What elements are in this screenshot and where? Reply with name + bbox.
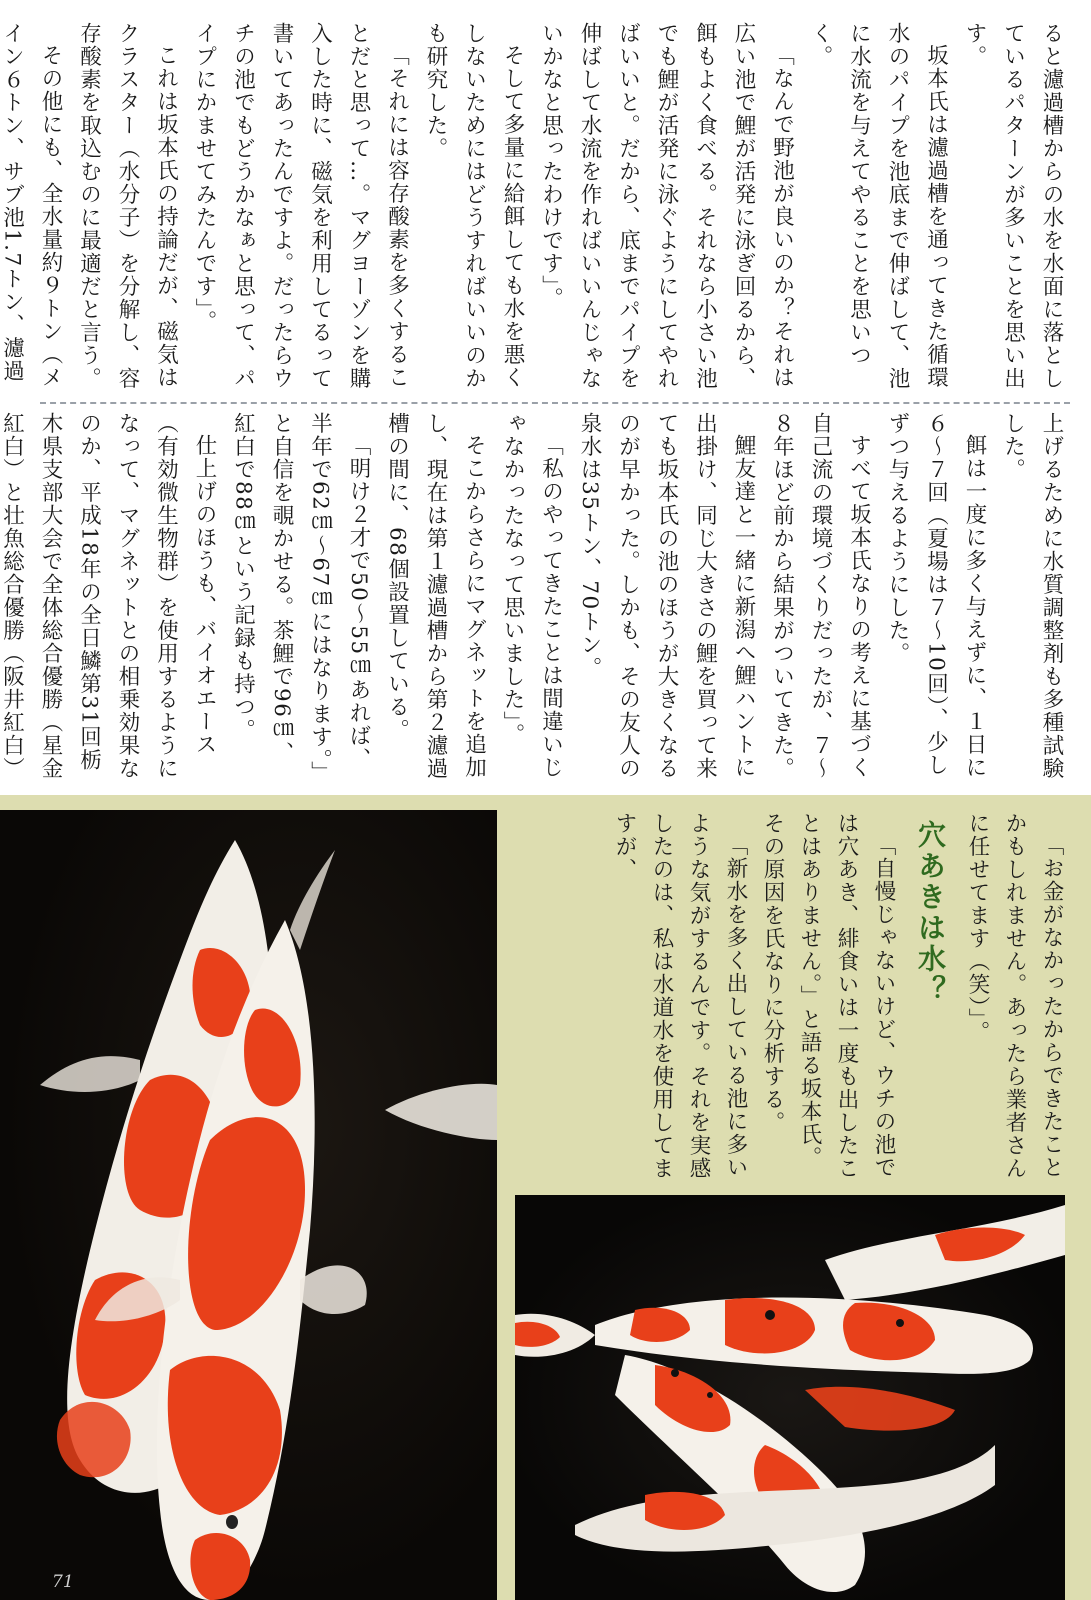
paragraph: すべて坂本氏なりの考えに基づく自己流の環境づくりだったが、７～８年ほど前から結果がついてきた。 bbox=[769, 412, 872, 780]
paragraph: 「自慢じゃないけど、ウチの池では穴あき、緋食いは一度も出したことはありません。」と語る坂本氏。その原因を氏なりに分析する。 bbox=[760, 812, 896, 1180]
middle-text-column bbox=[0, 412, 1070, 782]
paragraph: 坂本氏は濾過槽を通ってきた循環水のパイプを池底まで伸ばして、池に水流を与えてやることを思いつく。 bbox=[808, 22, 949, 390]
koi-group-illustration bbox=[515, 1195, 1065, 1600]
paragraph: 「新水を多く出している池に多いような気がするんです。それを実感したのは、私は水道水を使用してますが、 bbox=[612, 812, 748, 1180]
koi-illustration bbox=[0, 810, 497, 1600]
article-top-text-block bbox=[0, 22, 1070, 392]
dashed-separator bbox=[40, 402, 1070, 404]
page-number: 71 bbox=[52, 1572, 74, 1592]
sidebar-text-block bbox=[540, 812, 1070, 1182]
sidebar-heading: 穴あきは水？ bbox=[914, 820, 947, 1006]
paragraph: 上げるために水質調整剤も多種試験した。 bbox=[1000, 412, 1064, 780]
paragraph: そこからさらにマグネットを追加し、現在は第１濾過槽から第２濾過槽の間に、68個設置している。 bbox=[384, 412, 487, 780]
paragraph: 「明け２才で50～55㎝あれば、半年で62㎝～67㎝にはなります。」と自信を覗かせる。茶鯉で96㎝、紅白で88㎝という記録も持つ。 bbox=[230, 412, 371, 774]
paragraph: 仕上げのほうも、バイオエース（有効微生物群）を使用するようになって、マグネットとの相乗効果なのか、平成18年の全日鱗第31回栃木県支部大会で全体総合優勝（星金紅白）と壮魚総合優勝（阪井紅白） bbox=[0, 412, 217, 780]
paragraph: その他にも、全水量約９トン（メイン６トン、サブ池1.7トン、濾過 bbox=[0, 22, 63, 389]
sidebar-text-column bbox=[606, 812, 1070, 1182]
paragraph: 鯉友達と一緒に新潟へ鯉ハントに出掛け、同じ大きさの鯉を買って来ても坂本氏の池のほうが大きくなるのが早かった。しかも、その友人の泉水は35トン、70トン。 bbox=[577, 412, 756, 780]
koi-photo-group bbox=[515, 1195, 1065, 1600]
paragraph: 「それには容存酸素を多くすることだと思って…。マグヨーゾンを購入した時に、磁気を利用してるって書いてあったんですよ。だったらウチの池でもどうかなぁと思って、パイプにかませてみたんです」。 bbox=[192, 22, 410, 390]
paragraph: これは坂本氏の持論だが、磁気はクラスター（水分子）を分解し、容存酸素を取込むのに最適だと言う。 bbox=[76, 22, 179, 390]
article-middle-text-block bbox=[0, 412, 1070, 782]
paragraph: 「私のやってきたことは間違いじゃなかったなって思いました」。 bbox=[500, 412, 564, 779]
top-text-column bbox=[0, 22, 1070, 392]
paragraph: そして多量に給餌しても水を悪くしないためにはどうすればいいのかも研究した。 bbox=[423, 22, 525, 390]
paragraph: 「なんで野池が良いのか？それは広い池で鯉が活発に泳ぎ回るから、餌もよく食べる。それなら小さい池でも鯉が活発に泳ぐようにしてやればいいと。だから、底までパイプを伸ばして水流を作ればいいんじゃないかなと思ったわけです」。 bbox=[538, 22, 795, 390]
paragraph: 「お金がなかったからできたことかもしれません。あったら業者さんに任せてます（笑）」。 bbox=[965, 812, 1064, 1180]
paragraph: ると濾過槽からの水を水面に落としているパターンが多いことを思い出す。 bbox=[962, 22, 1064, 390]
paragraph: 餌は一度に多く与えずに、１日に６～７回（夏場は７～10回）、少しずつ与えるようにした。 bbox=[885, 412, 987, 779]
koi-photo-large bbox=[0, 810, 497, 1600]
